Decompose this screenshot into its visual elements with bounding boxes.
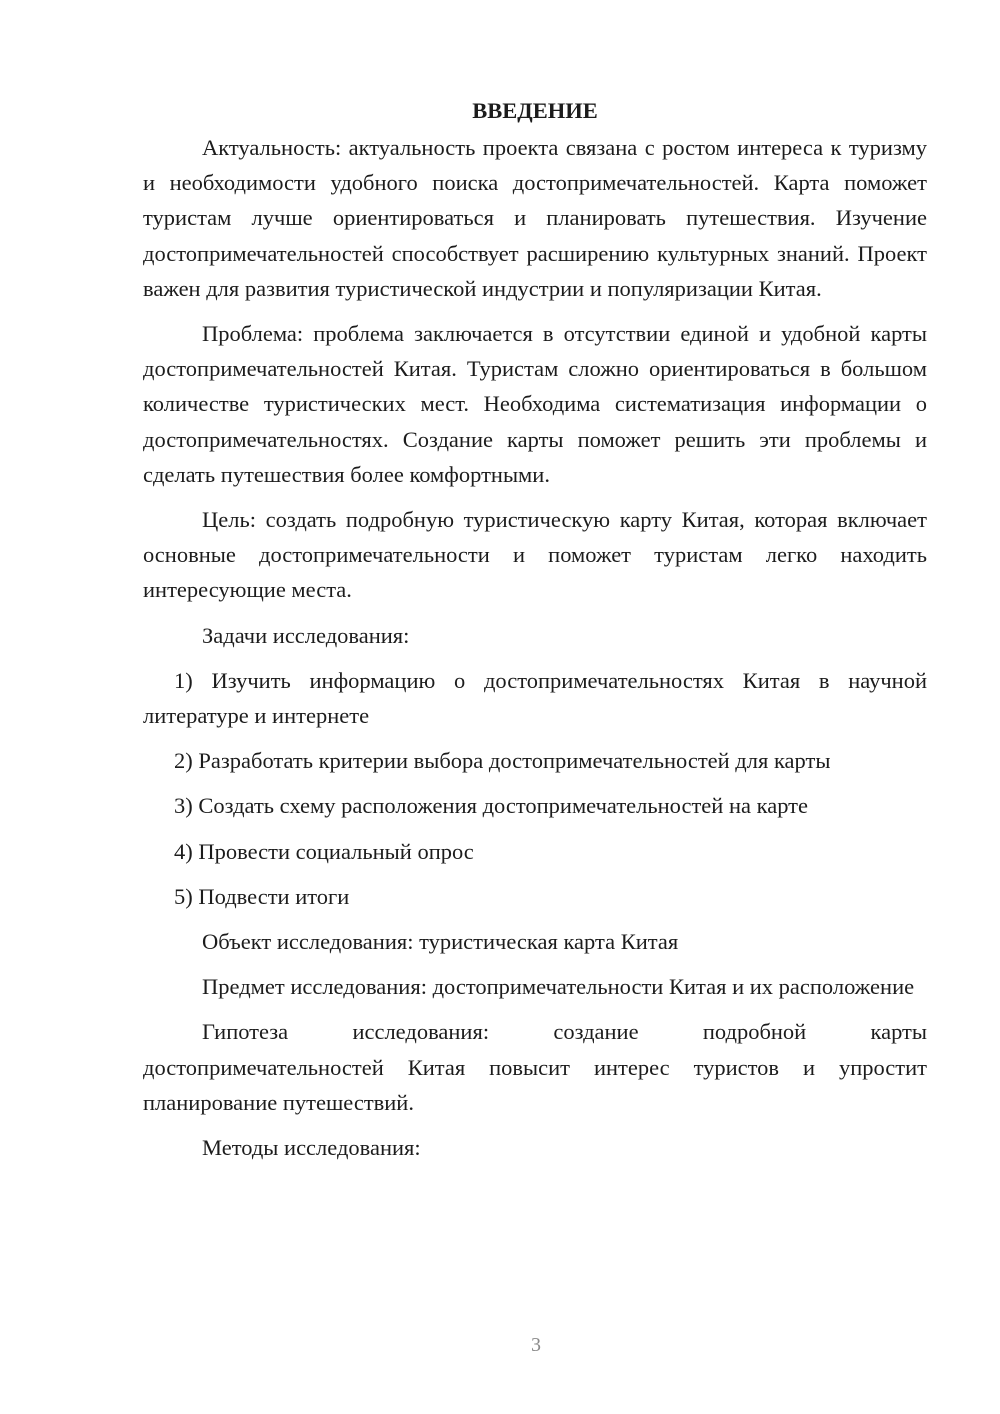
section-title: ВВЕДЕНИЕ xyxy=(472,98,598,123)
page-number: 3 xyxy=(531,1334,541,1356)
subject-paragraph: Предмет исследования: достопримечательности Китая и их расположение xyxy=(202,974,915,1000)
problem-paragraph: Проблема: проблема заключается в отсутствии единой и удобной карты достопримечательностей Китая. Туристам сложно ориентироваться в большом количестве туристических мест. Необходима систематизация информации о достопримечательностях. Создание карты поможет решить эти проблемы и сделать путешествия более комфортными. xyxy=(143,321,927,487)
methods-heading: Методы исследования: xyxy=(202,1135,421,1161)
task-item-5: 5) Подвести итоги xyxy=(174,883,350,909)
goal-paragraph: Цель: создать подробную туристическую карту Китая, которая включает основные достопримечательности и поможет туристам легко находить интересующие места. xyxy=(143,507,927,603)
relevance-paragraph: Актуальность: актуальность проекта связана с ростом интереса к туризму и необходимости удобного поиска достопримечательностей. Карта поможет туристам лучше ориентироваться и планировать путешествия. Изучение достопримечательностей способствует расширению культурных знаний. Проект важен для развития туристической индустрии и популяризации Китая. xyxy=(143,135,927,301)
task-item-4: 4) Провести социальный опрос xyxy=(174,838,474,864)
object-paragraph: Объект исследования: туристическая карта Китая xyxy=(202,929,679,955)
hypothesis-paragraph: Гипотеза исследования: создание подробной карты достопримечательностей Китая повысит интерес туристов и упростит планирование путешествий. xyxy=(143,1019,927,1115)
task-item-1: 1) Изучить информацию о достопримечательностях Китая в научной литературе и интернете xyxy=(143,667,927,729)
tasks-heading: Задачи исследования: xyxy=(202,622,410,648)
document-page xyxy=(143,93,927,1175)
task-item-3: 3) Создать схему расположения достопримечательностей на карте xyxy=(174,793,808,819)
task-item-2: 2) Разработать критерии выбора достопримечательностей для карты xyxy=(174,748,831,774)
